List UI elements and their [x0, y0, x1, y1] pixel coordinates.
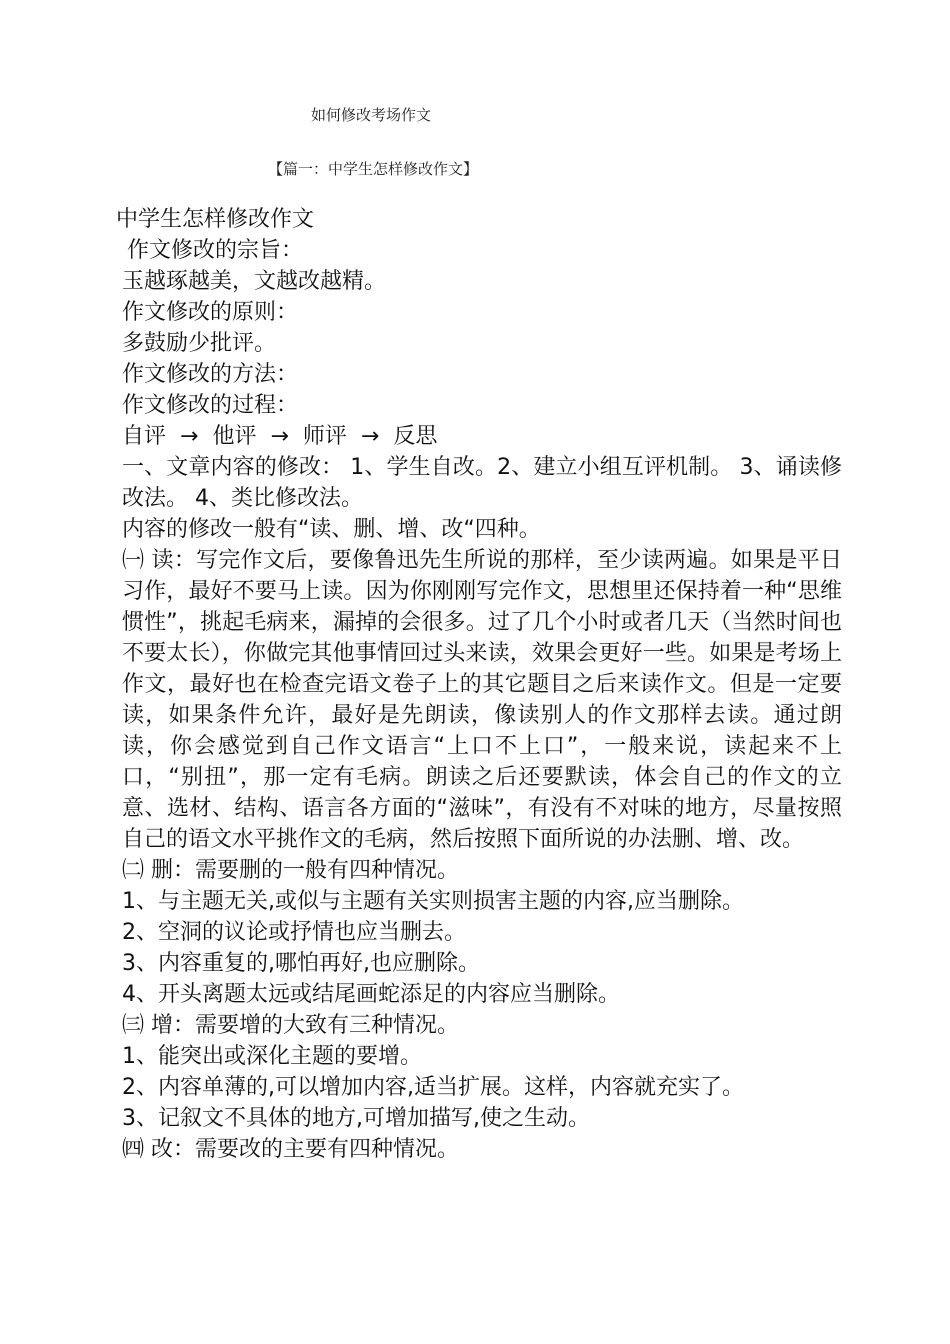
principle-text: 多鼓励少批评。: [122, 331, 277, 356]
delete-label: ㈡ 删：需要删的一般有四种情况。: [122, 858, 459, 883]
article-heading: 中学生怎样修改作文: [116, 207, 315, 232]
arrow-right-icon: →: [180, 424, 199, 449]
add-item: 3、记叙文不具体的地方,可增加描写,使之生动。: [122, 1106, 590, 1131]
arrow-right-icon: →: [270, 424, 289, 449]
process-flow: [116, 421, 842, 452]
content-revision-paragraph: 一、文章内容的修改： 1、学生自改。2、建立小组互评机制。 3、诵读修改法。 4、类比修改法。: [122, 455, 842, 511]
read-paragraph: ㈠ 读：写完作文后，要像鲁迅先生所说的那样，至少读两遍。如果是平日习作，最好不要马上读。因为你刚刚写完作文，思想里还保持着一种“思维惯性”，挑起毛病来，漏掉的会很多。过了几个小时或者几天（当然时间也不要太长），你做完其他事情回过头来读，效果会更好一些。如果是考场上作文，最好也在检查完语文卷子上的其它题目之后来读作文。但是一定要读，如果条件允许，最好是先朗读，像读别人的作文那样去读。通过朗读，你会感觉到自己作文语言“上口不上口”，一般来说，读起来不上口，“别扭”，那一定有毛病。朗读之后还要默读，体会自己的作文的立意、选材、结构、语言各方面的“滋味”，有没有不对味的地方，尽量按照自己的语文水平挑作文的毛病，然后按照下面所说的办法删、增、改。: [122, 548, 842, 852]
delete-item: 4、开头离题太远或结尾画蛇添足的内容应当删除。: [122, 982, 620, 1007]
delete-item: 1、与主题无关,或似与主题有关实则损害主题的内容,应当删除。: [122, 889, 744, 914]
principle-label: 作文修改的原则：: [122, 300, 299, 325]
delete-item: 3、内容重复的,哪怕再好,也应删除。: [122, 951, 480, 976]
add-item: 2、内容单薄的,可以增加内容,适当扩展。这样，内容就充实了。: [122, 1075, 744, 1100]
purpose-text: 玉越琢越美，文越改越精。: [122, 269, 387, 294]
add-item: 1、能突出或深化主题的要增。: [122, 1044, 422, 1069]
process-step-teacher: 师评: [302, 424, 347, 449]
document-title: 如何修改考场作文: [311, 106, 432, 124]
change-label: ㈣ 改：需要改的主要有四种情况。: [122, 1137, 459, 1162]
four-kinds-text: 内容的修改一般有“读、删、增、改“四种。: [122, 517, 541, 542]
delete-item: 2、空洞的议论或抒情也应当删去。: [122, 920, 466, 945]
section-heading: 【篇一：中学生怎样修改作文】: [268, 160, 479, 178]
document-body: [116, 204, 842, 1165]
add-label: ㈢ 增：需要增的大致有三种情况。: [122, 1013, 459, 1038]
process-step-reflect: 反思: [393, 424, 438, 449]
arrow-right-icon: →: [360, 424, 380, 449]
purpose-label: 作文修改的宗旨：: [127, 238, 304, 263]
process-label: 作文修改的过程：: [122, 393, 299, 418]
process-step-self: 自评: [122, 424, 167, 449]
process-step-peer: 他评: [212, 424, 257, 449]
method-label: 作文修改的方法：: [122, 362, 299, 387]
